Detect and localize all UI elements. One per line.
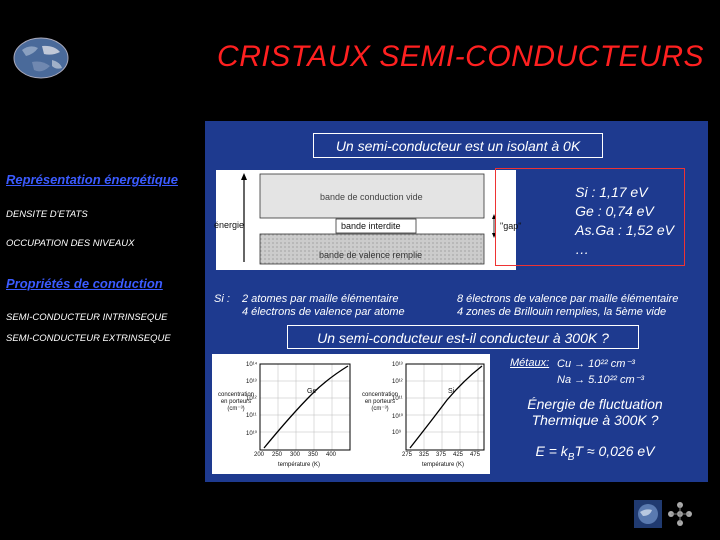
left-graph-x-tick: 200 [254, 452, 265, 458]
right-graph-x-tick: 425 [453, 452, 464, 458]
right-graph-y-tick: 10¹³ [392, 362, 403, 368]
si-info-col2 [457, 293, 678, 319]
band-diagram [214, 170, 522, 270]
question-box: Un semi-conducteur est-il conducteur à 300K ? [287, 325, 639, 349]
left-graph-x-tick: 300 [290, 452, 301, 458]
left-graph-y-tick: 10¹³ [246, 379, 257, 385]
left-graph-x-tick: 350 [308, 452, 319, 458]
menu-item-extrinseque[interactable]: SEMI-CONDUCTEUR EXTRINSEQUE [6, 333, 171, 344]
right-graph-y-tick: 10¹² [392, 379, 403, 385]
right-graph-x-tick: 475 [470, 452, 481, 458]
gap-ge: Ge : 0,74 eV [575, 203, 654, 219]
menu-item-intrinseque[interactable]: SEMI-CONDUCTEUR INTRINSEQUE [6, 312, 168, 323]
intro-statement: Un semi-conducteur est un isolant à 0K [313, 133, 603, 158]
energy-line1: Énergie de fluctuation [527, 396, 663, 412]
si-info-line3: 8 électrons de valence par maille élémentaire [457, 293, 679, 305]
si-curve [410, 366, 482, 448]
right-graph-y-tick: 10¹¹ [392, 396, 403, 402]
left-graph-xlabel: température (K) [278, 462, 321, 468]
section-heading-conduction[interactable]: Propriétés de conduction [6, 276, 163, 291]
valence-band-label: bande de valence remplie [319, 250, 423, 260]
right-graph-x-tick: 325 [419, 452, 430, 458]
right-curve-label: Si [448, 388, 455, 395]
metals-label: Métaux: [510, 357, 550, 369]
page-title: CRISTAUX SEMI-CONDUCTEURS [217, 40, 704, 73]
menu-item-occupation[interactable]: OCCUPATION DES NIVEAUX [6, 238, 135, 249]
globe-nav-icon[interactable] [634, 500, 662, 528]
right-graph-xlabel: température (K) [422, 462, 465, 468]
si-info-line2: 4 électrons de valence par atome [242, 306, 405, 318]
left-curve-label: Ge [307, 388, 317, 395]
right-graph-x-tick: 275 [402, 452, 413, 458]
si-info-line4: 4 zones de Brillouin remplies, la 5ème vide [457, 306, 667, 318]
forbidden-band-label: bande interdite [341, 221, 401, 231]
gap-values-box [495, 168, 685, 266]
si-info-col1 [242, 293, 405, 319]
gap-asga: As.Ga : 1,52 eV [575, 222, 674, 238]
gap-label: "gap" [500, 221, 522, 231]
gap-si: Si : 1,17 eV [575, 184, 648, 200]
si-prefix: Si : [214, 293, 230, 305]
right-graph-y-tick: 10⁹ [392, 430, 402, 436]
menu-item-densite[interactable]: DENSITE D'ETATS [6, 209, 88, 220]
energy-axis-label: énergie [214, 220, 245, 230]
left-graph-y-tick: 10¹⁰ [246, 431, 258, 437]
atomium-nav-icon[interactable] [666, 500, 694, 528]
conduction-band-label: bande de conduction vide [320, 192, 423, 202]
metals-cu: Cu → 10²² cm⁻³ [557, 358, 635, 370]
energy-formula: $E = k_BT \approx 0,026$ eV [535, 443, 655, 463]
section-heading-representation[interactable]: Représentation énergétique [6, 172, 178, 187]
energy-line2: Thermique à 300K ? [531, 412, 659, 428]
left-graph-y-tick: 10¹¹ [246, 413, 257, 419]
carrier-concentration-graphs [212, 354, 490, 474]
left-graph-x-tick: 250 [272, 452, 283, 458]
metals-na: Na → 5.10²² cm⁻³ [557, 374, 645, 386]
gap-more: … [575, 241, 590, 257]
right-graph-x-tick: 375 [436, 452, 447, 458]
si-info-line1: 2 atomes par maille élémentaire [242, 293, 399, 305]
left-graph-y-tick: 10¹⁴ [246, 362, 258, 368]
left-graph-y-tick: 10¹² [246, 396, 257, 402]
left-graph-x-tick: 400 [326, 452, 337, 458]
right-graph-y-tick: 10¹⁰ [392, 414, 404, 420]
ge-curve [264, 366, 348, 448]
right-graph-ylabel: concentration en porteurs (cm⁻³) [361, 392, 399, 412]
left-graph-ylabel: concentration en porteurs (cm⁻³) [217, 392, 255, 412]
energy-fluctuation [500, 396, 690, 428]
